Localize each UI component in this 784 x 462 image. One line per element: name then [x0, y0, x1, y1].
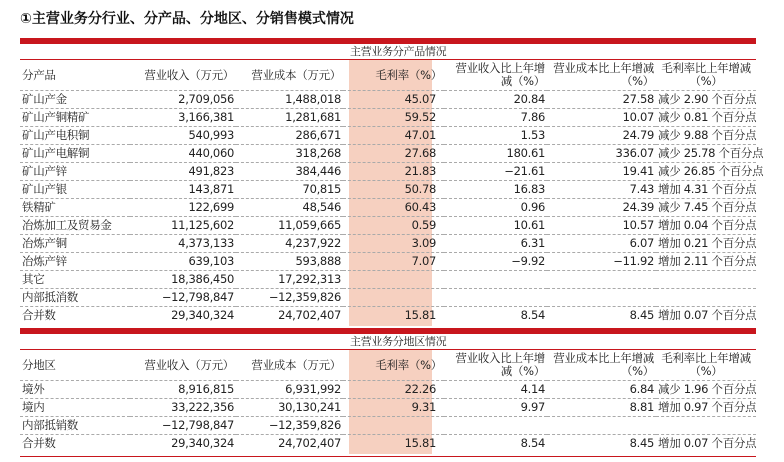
table-cell: 10.07	[547, 109, 656, 127]
table-cell: 318,268	[236, 145, 343, 163]
table-cell: 336.07	[547, 145, 656, 163]
table-cell: 60.43	[343, 199, 444, 217]
table-cell: 286,671	[236, 127, 343, 145]
table-cell: 6.31	[444, 235, 547, 253]
table-cell: −21.61	[444, 163, 547, 181]
table-cell: 3.09	[343, 235, 444, 253]
table-row	[20, 181, 756, 199]
table-cell: 24.79	[547, 127, 656, 145]
column-header: 营业成本比上年增减（%）	[547, 60, 656, 91]
table-cell: 合并数	[22, 436, 56, 450]
table-cell: 540,993	[130, 127, 236, 145]
column-header: 分地区	[20, 350, 130, 381]
column-header: 毛利率比上年增减（%）	[656, 60, 756, 91]
table-cell	[343, 417, 444, 435]
table-cell: 384,446	[236, 163, 343, 181]
table-cell: 15.81	[404, 436, 436, 450]
table-cell: 29,340,324	[171, 436, 234, 450]
table-cell: 矿山产电积铜	[20, 127, 130, 145]
table-row	[20, 381, 756, 399]
table-cell	[547, 417, 656, 435]
table-cell: 10.61	[444, 217, 547, 235]
table-cell: 6.07	[547, 235, 656, 253]
table-cell: 增加 0.07 个百分点	[658, 436, 757, 450]
divider	[20, 456, 756, 457]
table-cell: 48,546	[236, 199, 343, 217]
table-cell: 47.01	[343, 127, 444, 145]
table-cell: −9.92	[444, 253, 547, 271]
table-cell: 8,916,815	[130, 381, 236, 399]
table-cell: 593,888	[236, 253, 343, 271]
table-cell: 内部抵销数	[20, 417, 130, 435]
header-row	[20, 350, 756, 381]
table-row	[20, 307, 756, 325]
table-cell: 合并数	[22, 308, 56, 322]
table-cell: 减少 1.96 个百分点	[656, 381, 756, 399]
table-row	[20, 435, 756, 453]
table-cell: 7.43	[547, 181, 656, 199]
column-header: 营业收入比上年增减（%）	[444, 350, 547, 381]
table-cell: 8.81	[547, 399, 656, 417]
table-cell	[444, 289, 547, 307]
table-cell: 4,373,133	[130, 235, 236, 253]
table-cell: 8.54	[520, 308, 545, 322]
table-cell: −12,798,847	[130, 417, 236, 435]
table-cell: 冶炼产铜	[20, 235, 130, 253]
table-cell: 0.59	[343, 217, 444, 235]
column-header: 营业成本比上年增减（%）	[547, 350, 656, 381]
table-cell: 减少 25.78 个百分点	[656, 145, 756, 163]
table-cell: 33,222,356	[130, 399, 236, 417]
table-cell: 矿山产金	[20, 91, 130, 109]
table-cell: 27.58	[547, 91, 656, 109]
table-cell: 铁精矿	[20, 199, 130, 217]
table-cell: 减少 2.90 个百分点	[656, 91, 756, 109]
table-cell: 24,702,407	[278, 436, 341, 450]
table-row	[20, 217, 756, 235]
table-cell: 639,103	[130, 253, 236, 271]
table-cell: 增加 0.04 个百分点	[656, 217, 756, 235]
table-cell	[343, 271, 444, 289]
table-cell	[444, 417, 547, 435]
column-header: 分产品	[20, 60, 130, 91]
table-row	[20, 289, 756, 307]
table-cell: 22.26	[343, 381, 444, 399]
table-row	[20, 127, 756, 145]
table-cell: 20.84	[444, 91, 547, 109]
table-cell: 27.68	[343, 145, 444, 163]
table-cell: 11,059,665	[236, 217, 343, 235]
table-row	[20, 199, 756, 217]
table-cell: 减少 9.88 个百分点	[656, 127, 756, 145]
section-title: 主营业务分地区情况	[20, 334, 756, 350]
table-cell: 4,237,922	[236, 235, 343, 253]
table-row	[20, 253, 756, 271]
table-cell: 30,130,241	[236, 399, 343, 417]
table-cell: 4.14	[444, 381, 547, 399]
table-cell: 9.97	[444, 399, 547, 417]
table-row	[20, 399, 756, 417]
table-row	[20, 145, 756, 163]
table-cell: 冶炼加工及贸易金	[20, 217, 130, 235]
table-cell: −11.92	[547, 253, 656, 271]
table-cell: 3,166,381	[130, 109, 236, 127]
table-cell: 增加 4.31 个百分点	[656, 181, 756, 199]
table-cell: 8.54	[520, 436, 545, 450]
column-header: 毛利率（%）	[343, 60, 444, 91]
table-cell: 矿山产银	[20, 181, 130, 199]
table-cell: −12,359,826	[236, 417, 343, 435]
table-cell: 减少 0.81 个百分点	[656, 109, 756, 127]
section-title: 主营业务分产品情况	[20, 44, 756, 60]
table-cell: 7.86	[444, 109, 547, 127]
table-cell	[656, 417, 756, 435]
table-cell: −12,798,847	[130, 289, 236, 307]
table-cell: 矿山产铜精矿	[20, 109, 130, 127]
table-cell	[444, 271, 547, 289]
column-header: 营业收入比上年增减（%）	[444, 60, 547, 91]
table-cell: 6,931,992	[236, 381, 343, 399]
column-header: 营业收入（万元）	[130, 350, 236, 381]
table-cell: 143,871	[130, 181, 236, 199]
table-cell: 11,125,602	[130, 217, 236, 235]
table-cell: 7.07	[343, 253, 444, 271]
table-cell: 19.41	[547, 163, 656, 181]
table-cell: 9.31	[343, 399, 444, 417]
table-cell: 18,386,450	[130, 271, 236, 289]
table-row	[20, 163, 756, 181]
table-row	[20, 109, 756, 127]
table-cell: 0.96	[444, 199, 547, 217]
table-cell: 2,709,056	[130, 91, 236, 109]
table-cell: 17,292,313	[236, 271, 343, 289]
table-cell: 15.81	[404, 308, 436, 322]
table-cell: 增加 2.11 个百分点	[656, 253, 756, 271]
table-cell	[656, 289, 756, 307]
column-header: 毛利率（%）	[343, 350, 444, 381]
table-cell: 29,340,324	[171, 308, 234, 322]
table-cell: −12,359,826	[236, 289, 343, 307]
table-cell: 矿山产锌	[20, 163, 130, 181]
product-table	[20, 44, 764, 324]
table-cell: 境外	[20, 381, 130, 399]
table-cell: 矿山产电解铜	[20, 145, 130, 163]
table-cell	[547, 271, 656, 289]
table-cell: 增加 0.21 个百分点	[656, 235, 756, 253]
table-row	[20, 235, 756, 253]
table-cell: 21.83	[343, 163, 444, 181]
table-cell: 其它	[20, 271, 130, 289]
table-row	[20, 91, 756, 109]
table-cell: 45.07	[343, 91, 444, 109]
table-cell: 10.57	[547, 217, 656, 235]
page-title: ①主营业务分行业、分产品、分地区、分销售模式情况	[20, 11, 354, 27]
table-cell: 冶炼产锌	[20, 253, 130, 271]
table-cell: 50.78	[343, 181, 444, 199]
table-cell: 增加 0.07 个百分点	[658, 308, 757, 322]
table-cell	[343, 289, 444, 307]
table-cell: 440,060	[130, 145, 236, 163]
table-cell: 24,702,407	[278, 308, 341, 322]
table-cell: 24.39	[547, 199, 656, 217]
table-row	[20, 271, 756, 289]
table-cell: 增加 0.97 个百分点	[656, 399, 756, 417]
table-cell: 1,281,681	[236, 109, 343, 127]
table-cell: 内部抵消数	[20, 289, 130, 307]
table-cell: 境内	[20, 399, 130, 417]
table-cell: 122,699	[130, 199, 236, 217]
table-cell: 16.83	[444, 181, 547, 199]
column-header: 营业成本（万元）	[236, 350, 343, 381]
table-cell: 491,823	[130, 163, 236, 181]
table-cell: 减少 7.45 个百分点	[656, 199, 756, 217]
table-cell	[547, 289, 656, 307]
table-row	[20, 417, 756, 435]
table-cell: 减少 26.85 个百分点	[656, 163, 756, 181]
table-cell: 1.53	[444, 127, 547, 145]
table-cell: 6.84	[547, 381, 656, 399]
column-header: 营业成本（万元）	[236, 60, 343, 91]
table-cell: 1,488,018	[236, 91, 343, 109]
header-row	[20, 60, 756, 91]
table-cell: 180.61	[444, 145, 547, 163]
column-header: 毛利率比上年增减（%）	[656, 350, 756, 381]
table-cell: 59.52	[343, 109, 444, 127]
table-cell	[656, 271, 756, 289]
region-table	[20, 334, 756, 452]
table-cell: 8.45	[629, 436, 654, 450]
table-cell: 70,815	[236, 181, 343, 199]
column-header: 营业收入（万元）	[130, 60, 236, 91]
table-cell: 8.45	[629, 308, 654, 322]
